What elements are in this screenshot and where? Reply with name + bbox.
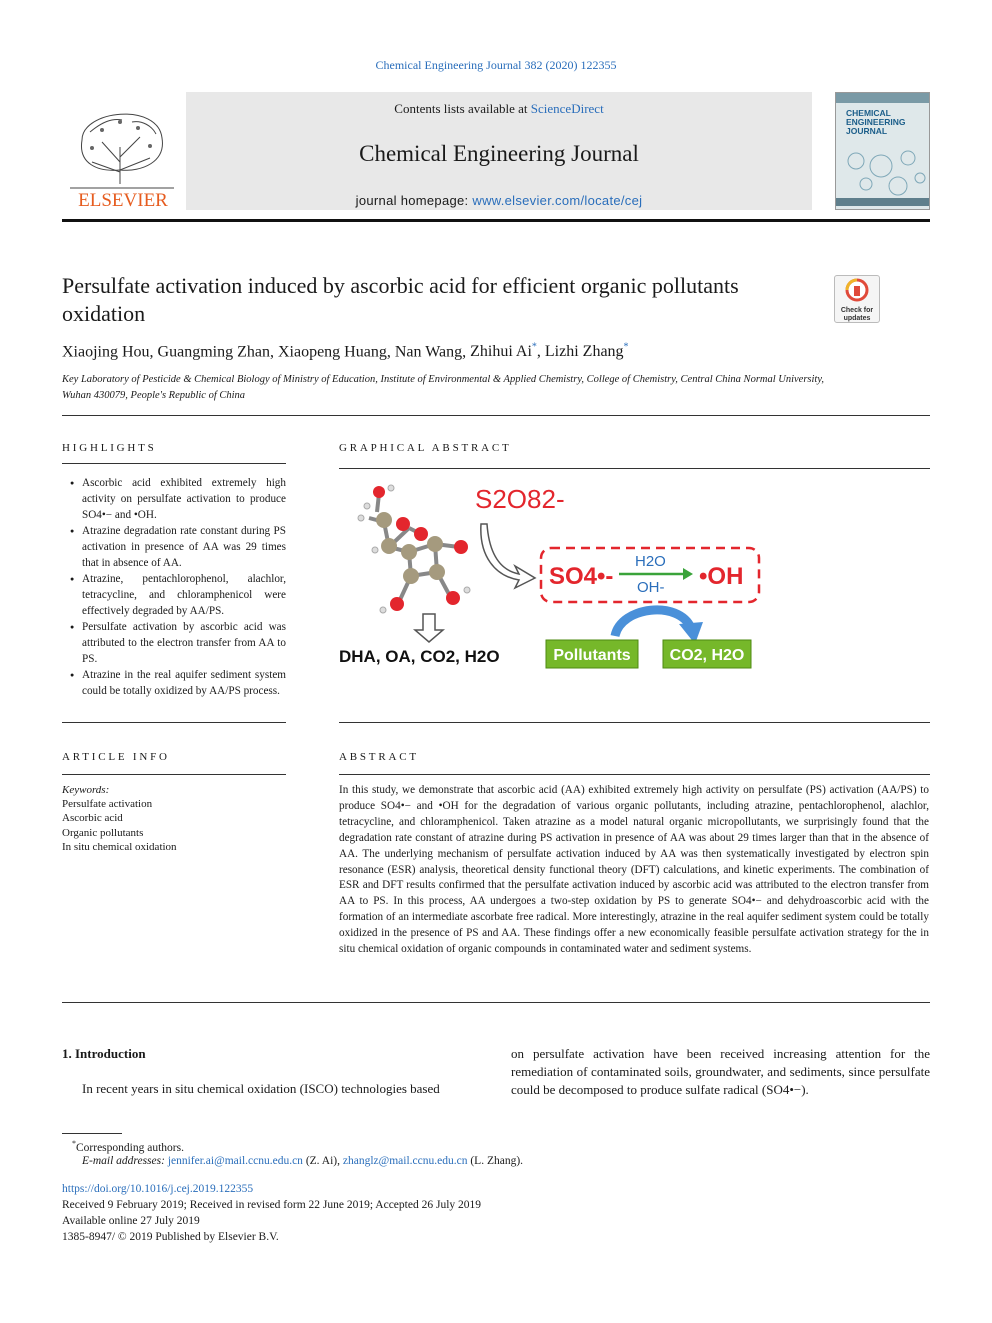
received-dates: Received 9 February 2019; Received in revised form 22 June 2019; Accepted 26 July 2019 (62, 1199, 482, 1211)
affiliation-divider (62, 415, 930, 416)
author: Zhihui Ai*, (470, 342, 545, 361)
copyright: 1385-8947/ © 2019 Published by Elsevier B.V. (62, 1231, 279, 1243)
journal-citation[interactable]: Chemical Engineering Journal 382 (2020) 122355 (375, 58, 617, 72)
sciencedirect-link[interactable]: ScienceDirect (530, 101, 604, 116)
water-label: H2O (635, 553, 666, 570)
keyword-item: Persulfate activation (62, 798, 153, 811)
article-info-heading: ARTICLE INFO (62, 751, 170, 763)
conversion-arrow-head-icon (683, 568, 693, 580)
footnote-divider (62, 1133, 122, 1134)
paper-title: Persulfate activation induced by ascorbic acid for efficient organic pollutants oxidation (62, 273, 739, 326)
highlights-list (62, 475, 286, 699)
cover-title: CHEMICAL ENGINEERING JOURNAL (846, 108, 906, 136)
introduction-column-1: In recent years in situ chemical oxidation (ISCO) technologies based (82, 1081, 440, 1096)
elsevier-tree-icon (62, 92, 184, 210)
introduction-column-2: on persulfate activation have been received increasing attention for the remediation of contaminated soils, groundwater, and sediments, since persulfate could be decomposed to produce sulfate radical (SO4•−). (511, 1046, 930, 1097)
highlight-item: ● Atrazine, pentachlorophenol, alachlor, tetracycline, and chloramphenicol were effectively degraded by AA/PS. (62, 571, 286, 619)
affiliation: Key Laboratory of Pesticide & Chemical Biology of Ministry of Education, Institute of Environmental & Applied Chemistry, College of Chemistry, Central China Normal University, Wuhan 430079, People's Republic of China (62, 374, 825, 401)
check-updates-icon (835, 276, 879, 302)
article-info-divider (62, 774, 286, 775)
oxidation-curve-icon (615, 610, 691, 636)
check-for-updates-button[interactable] (834, 275, 880, 323)
email-link-ai[interactable]: jennifer.ai@mail.ccnu.edu.cn (167, 1155, 303, 1167)
author: Lizhi Zhang* (544, 342, 629, 361)
persulfate-label: S2O82- (475, 484, 565, 514)
introduction-heading: 1. Introduction (62, 1046, 146, 1061)
corresponding-mark[interactable]: * (623, 342, 629, 353)
homepage-line (186, 193, 812, 208)
email-link-zhang[interactable]: zhanglz@mail.ccnu.edu.cn (342, 1155, 468, 1167)
graphical-abstract-divider (339, 468, 930, 469)
highlights-divider (62, 463, 286, 464)
highlight-item: ● Atrazine degradation rate constant during PS activation in presence of AA was 29 times that in absence of AA. (62, 523, 286, 571)
highlight-item: ● Atrazine in the real aquifer sediment system could be totally oxidized by AA/PS process. (62, 667, 286, 699)
pollutants-label: Pollutants (553, 647, 631, 664)
corresponding-note: *Corresponding authors. (72, 1139, 184, 1154)
check-updates-label-2: updates (843, 315, 871, 322)
contents-line (186, 101, 812, 117)
sulfate-radical-label: SO4•- (549, 563, 614, 590)
cover-bubbles-icon (836, 136, 930, 206)
available-online: Available online 27 July 2019 (62, 1215, 200, 1227)
abstract-text: In this study, we demonstrate that ascorbic acid (AA) exhibited extremely high activity on persulfate (PS) activation (AA/PS) to produce SO4•− and •OH for the degradation of various organic pollutants, including atrazine, pentachlorophenol, alachlor, tetracycline, and chloramphenicol. Taken atrazine as a model natural organic micropollutants, we surprisingly found that the degradation rate constant of atrazine during PS activation in presence of AA was about 29 times larger than that in the absence of AA. The underlying mechanism of persulfate activation induced by AA was then systematically investigated by electron spin resonance (ESR) analysis, theoretical density functional theory (DFT) calculations, and kinetic experiments. The combination of ESR and DFT results confirmed that the persulfate activation induced by ascorbic acid was attributed to the electron transfer from AA to PS. In this process, AA undergoes a two-step oxidation by PS to generate SO4•− and dehydroascorbic acid with the formation of an intermediate ascorbate free radical. More interestingly, atrazine in the real aquifer sediment system could be totally oxidized in the presence of PS and AA. These findings offer a new economically feasible persulfate activation strategy for the in situ chemical oxidation of organic compounds in contaminated water and sediment systems. (339, 784, 929, 956)
journal-title: Chemical Engineering Journal (359, 141, 639, 166)
graphical-abstract-bottom-divider (339, 722, 930, 723)
graphical-abstract-figure (339, 472, 930, 722)
journal-cover[interactable] (835, 92, 930, 210)
doi-link[interactable]: https://doi.org/10.1016/j.cej.2019.122355 (62, 1183, 254, 1195)
curved-arrow-icon (481, 524, 535, 588)
graphical-abstract-heading: GRAPHICAL ABSTRACT (339, 442, 512, 454)
down-arrow-icon (415, 614, 443, 642)
end-products-label: CO2, H2O (669, 647, 745, 664)
highlights-heading: HIGHLIGHTS (62, 442, 157, 454)
header-divider (62, 219, 930, 222)
author: Xiaojing Hou, (62, 343, 158, 361)
keywords-label: Keywords: (62, 784, 110, 796)
homepage-prefix: journal homepage: (355, 193, 473, 208)
email-line: E-mail addresses: jennifer.ai@mail.ccnu.edu.cn (Z. Ai), zhanglz@mail.ccnu.edu.cn (L. Zhang). (82, 1155, 524, 1167)
highlights-bottom-divider (62, 722, 286, 723)
author: Nan Wang, (394, 343, 471, 361)
corresponding-mark[interactable]: * (531, 342, 537, 353)
keyword-item: Ascorbic acid (62, 812, 123, 825)
author-list (62, 342, 629, 361)
elsevier-logo (62, 92, 184, 210)
check-updates-label-1: Check for (840, 307, 874, 314)
homepage-link[interactable]: www.elsevier.com/locate/cej (472, 193, 643, 208)
highlight-item: ● Persulfate activation by ascorbic acid was attributed to the electron transfer from AA to PS. (62, 619, 286, 667)
keyword-item: In situ chemical oxidation (62, 840, 177, 853)
elsevier-wordmark: ELSEVIER (78, 190, 168, 210)
abstract-divider (339, 774, 930, 775)
keyword-item: Organic pollutants (62, 826, 144, 839)
hydroxide-label: OH- (637, 579, 665, 596)
ascorbic-acid-molecule-icon (358, 485, 470, 613)
products-label: DHA, OA, CO2, H2O (339, 647, 500, 666)
contents-prefix: Contents lists available at (394, 101, 531, 116)
highlight-item: ● Ascorbic acid exhibited extremely high activity on persulfate activation to produce SO4•− and •OH. (62, 475, 286, 523)
abstract-heading: ABSTRACT (339, 751, 419, 763)
keywords-block (62, 783, 177, 854)
abstract-bottom-divider (62, 1002, 930, 1003)
author: Xiaopeng Huang, (277, 343, 395, 361)
hydroxyl-radical-label: •OH (699, 563, 744, 590)
author: Guangming Zhan, (157, 343, 278, 361)
